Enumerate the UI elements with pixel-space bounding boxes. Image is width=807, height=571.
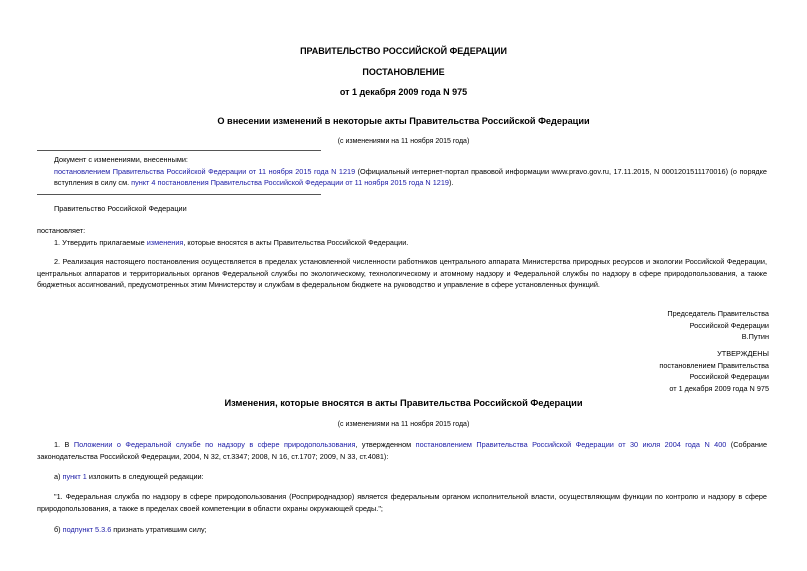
decides-text: постановляет: [37, 226, 86, 235]
clause-2: 2. Реализация настоящего постановления осуществляется в пределах установленной численности работников центрального аппарата Министерства природных ресурсов и экологии Российской Федерации, центральных аппаратов и территориальных органов Федеральной службы по экологическому, технологическому и атомному надзору и Федеральной службы по надзору в сфере природопользования, а также бюджетных ассигнований, предусмотренных этим Министерству и службам в федеральном бюджете на руководство и управление в сфере установленных функций. [37, 257, 767, 289]
changes-box [37, 154, 767, 189]
subclause-a: а) пункт 1 изложить в следующей редакции: [54, 472, 204, 481]
gov-line: Правительство Российской Федерации [54, 204, 187, 213]
changes-intro: Документ с изменениями, внесенными: [54, 155, 188, 164]
annex-clause-1: 1. В Положении о Федеральной службе по надзору в сфере природопользования, утвержденном постановлением Правительства Российской Федерации от 30 июля 2004 года N 400 (Собрание законодательства Российской Федерации, 2004, N 32, ст.3347; 2008, N 16, ст.1707; 2009, N 33, ст.4081): [37, 440, 768, 461]
regulation-link[interactable]: Положении о Федеральной службе по надзору в сфере природопользования [73, 440, 356, 449]
edition-note: (с изменениями на 11 ноября 2015 года) [337, 138, 470, 145]
document-title: О внесении изменений в некоторые акты Правительства Российской Федерации [217, 116, 590, 126]
annex-edition-note: (с изменениями на 11 ноября 2015 года) [337, 421, 470, 428]
changes-link[interactable]: изменения [146, 237, 184, 247]
approval-block: УТВЕРЖДЕНЫ постановлением Правительства Российской Федерации от 1 декабря 2009 года N 975 [659, 349, 769, 393]
document-date: от 1 декабря 2009 года N 975 [339, 87, 468, 97]
subpoint-536-link[interactable]: подпункт 5.3.6 [62, 525, 112, 534]
decision-block [37, 225, 767, 248]
government-heading: ПРАВИТЕЛЬСТВО РОССИЙСКОЙ ФЕДЕРАЦИИ [300, 46, 507, 56]
amendment-clause-link[interactable]: пункт 4 постановления Правительства Российской Федерации от 11 ноября 2015 года N 1219 [131, 178, 449, 187]
signatory-name: В.Путин [741, 332, 769, 341]
signature-block: Председатель Правительства Российской Федерации В.Путин [569, 308, 769, 343]
point-1-link[interactable]: пункт 1 [62, 472, 87, 481]
clause-1: 1. Утвердить прилагаемые изменения, которые вносятся в акты Правительства Российской Федерации. [54, 237, 409, 247]
amendment-link-1219[interactable]: постановлением Правительства Российской Федерации от 11 ноября 2015 года N 1219 [54, 166, 356, 176]
subclause-b: б) подпункт 5.3.6 признать утратившим силу; [54, 525, 207, 534]
divider-bottom [37, 194, 321, 195]
quoted-text: "1. Федеральная служба по надзору в сфере природопользования (Росприроднадзор) является федеральным органом исполнительной власти, осуществляющим функции по контролю и надзору в сфере природопользования, а также в пределах своей компетенции в области охраны окружающей среды."; [37, 492, 767, 513]
divider-top [37, 150, 321, 151]
changes-text: постановлением Правительства Российской Федерации от 11 ноября 2015 года N 1219 (Официальный интернет-портал правовой информации www.pravo.gov.ru, 17.11.2015, N 0001201511170016) (о порядке вступления в силу см. пункт 4 постановления Правительства Российской Федерации от 11 ноября 2015 года N 1219). [54, 166, 767, 187]
annex-title: Изменения, которые вносятся в акты Правительства Российской Федерации [224, 398, 583, 408]
resolution-400-link[interactable]: постановлением Правительства Российской Федерации от 30 июля 2004 года N 400 [415, 440, 727, 449]
document-type: ПОСТАНОВЛЕНИЕ [362, 67, 445, 77]
